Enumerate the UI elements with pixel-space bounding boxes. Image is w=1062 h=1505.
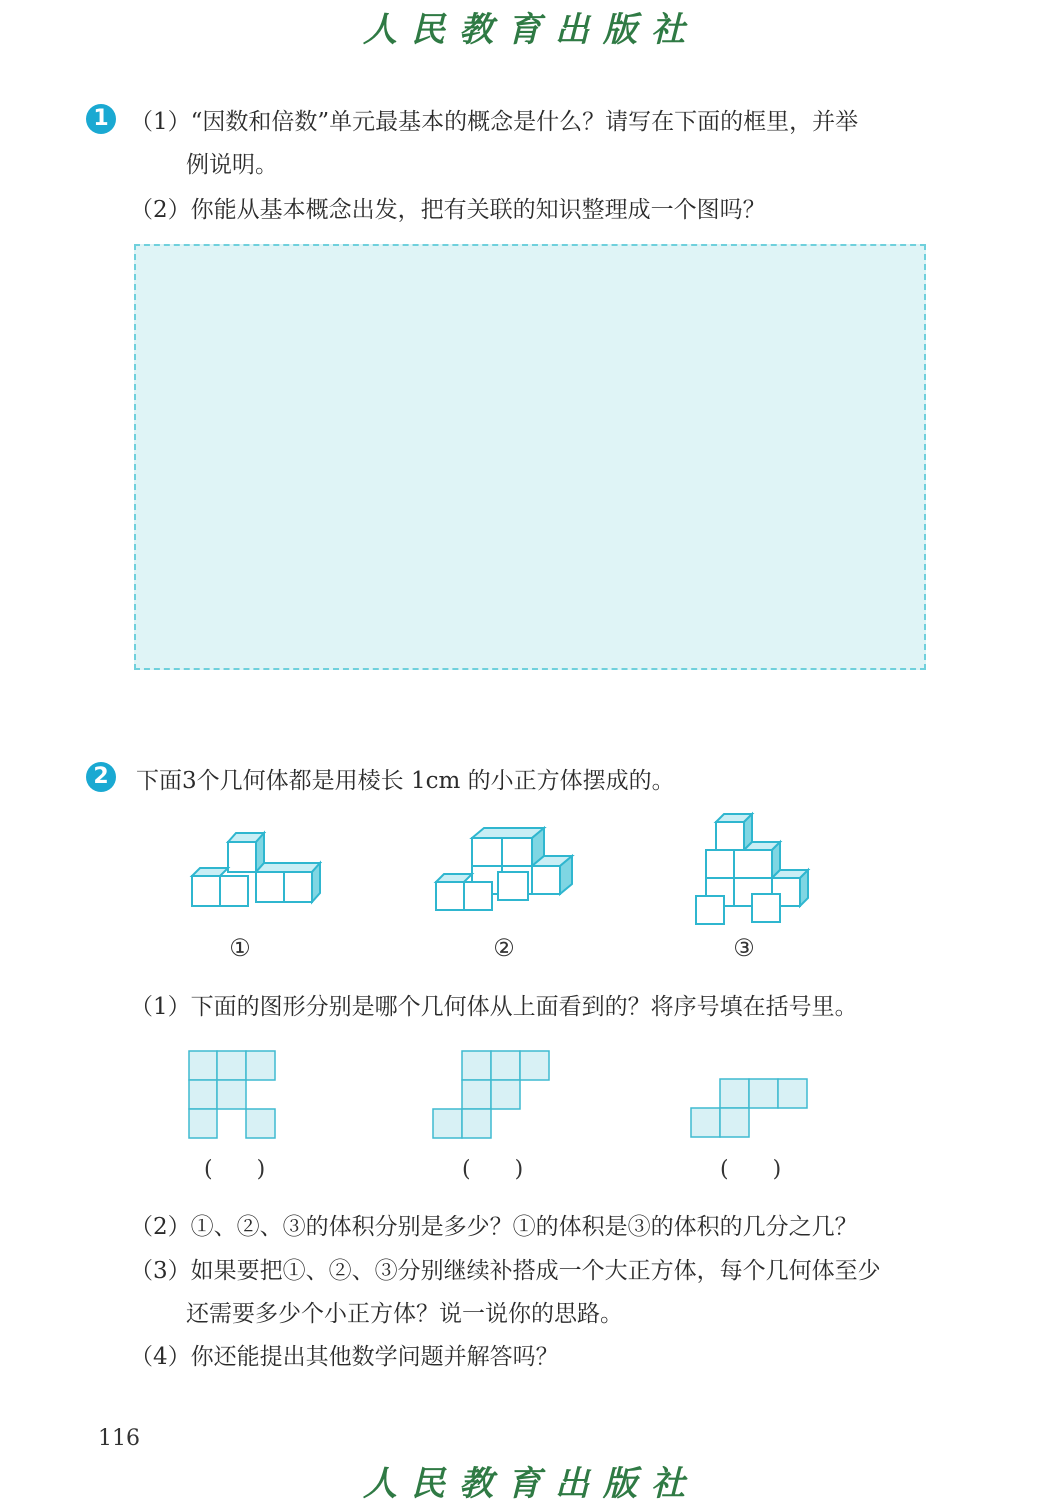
publisher-footer: 人民教育出版社 <box>363 1464 699 1504</box>
cube-figure-2 <box>432 826 582 916</box>
top-view-b <box>432 1050 552 1140</box>
q2-sub-3b: 还需要多少个小正方体？说一说你的思路。 <box>186 1301 623 1327</box>
q1-line-1: （1）“因数和倍数”单元最基本的概念是什么？请写在下面的框里，并举 <box>130 109 859 135</box>
figure-label-3: ③ <box>733 934 755 962</box>
answer-box[interactable] <box>134 244 926 670</box>
q2-sub-1: （1）下面的图形分别是哪个几何体从上面看到的？将序号填在括号里。 <box>130 994 858 1020</box>
top-view-a <box>188 1050 278 1140</box>
answer-blank-1[interactable]: ( ) <box>204 1157 266 1182</box>
question-2-badge: 2 <box>86 762 116 792</box>
q2-sub-2: （2）①、②、③的体积分别是多少？①的体积是③的体积的几分之几？ <box>130 1214 858 1240</box>
top-view-c <box>690 1078 810 1140</box>
q1-line-2: 例说明。 <box>186 152 278 178</box>
figure-label-2: ② <box>493 934 515 962</box>
q2-sub-3a: （3）如果要把①、②、③分别继续补搭成一个大正方体，每个几何体至少 <box>130 1258 881 1284</box>
figure-label-1: ① <box>229 934 251 962</box>
publisher-header: 人民教育出版社 <box>363 10 699 50</box>
page-number: 116 <box>98 1426 140 1451</box>
question-1-badge: 1 <box>86 104 116 134</box>
q2-intro: 下面3个几何体都是用棱长 1cm 的小正方体摆成的。 <box>136 768 675 794</box>
answer-blank-2[interactable]: ( ) <box>462 1157 524 1182</box>
q2-sub-4: （4）你还能提出其他数学问题并解答吗？ <box>130 1344 559 1370</box>
answer-blank-3[interactable]: ( ) <box>720 1157 782 1182</box>
cube-figure-3 <box>692 810 822 930</box>
q1-line-3: （2）你能从基本概念出发，把有关联的知识整理成一个图吗？ <box>130 197 766 223</box>
cube-figure-1 <box>188 826 328 916</box>
